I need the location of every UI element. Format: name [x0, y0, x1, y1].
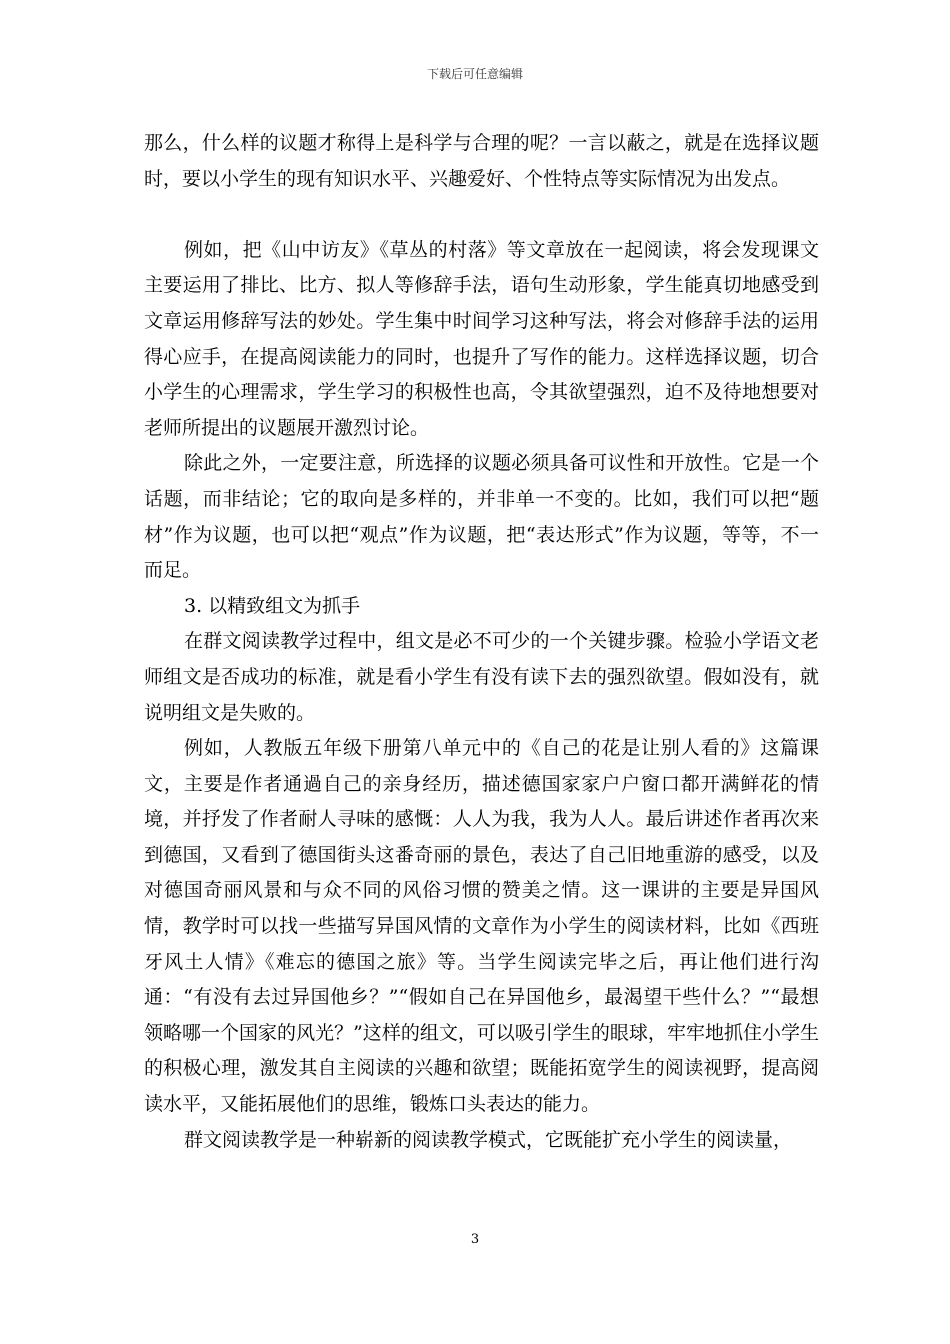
- paragraph: 除此之外，一定要注意，所选择的议题必须具备可议性和开放性。它是一个话题，而非结论；它的取向是多样的，并非单一不变的。比如，我们可以把“题材”作为议题，也可以把“观点”作为议题，把“表达形式”作为议题，等等，不一而足。: [144, 452, 819, 582]
- paragraph: 那么，什么样的议题才称得上是科学与合理的呢？一言以蔽之，就是在选择议题时，要以小学生的现有知识水平、兴趣爱好、个性特点等实际情况为出发点。: [144, 132, 819, 190]
- paragraph: 例如，人教版五年级下册第八单元中的《自己的花是让别人看的》这篇课文，主要是作者通過自己的亲身经历，描述德国家家户户窗口都开满鲜花的情境，并抒发了作者耐人寻味的感慨：人人为我，我为人人。最后讲述作者再次来到德国，又看到了德国街头这番奇丽的景色，表达了自己旧地重游的感受，以及对德国奇丽风景和与众不同的风俗习惯的赞美之情。这一课讲的主要是异国风情，教学时可以找一些描写异国风情的文章作为小学生的阅读材料，比如《西班牙风土人情》《难忘的德国之旅》等。当学生阅读完毕之后，再让他们进行沟通：“有没有去过异国他乡？”“假如自己在异国他乡，最渴望干些什么？”“最想领略哪一个国家的风光？”这样的组文，可以吸引学生的眼球，牢牢地抓住小学生的积极心理，激发其自主阅读的兴趣和欲望；既能拓宽学生的阅读视野，提高阅读水平，又能拓展他们的思维，锻炼口头表达的能力。: [144, 737, 819, 1116]
- section-heading: 3. 以精致组文为抓手: [184, 594, 361, 617]
- page-number: 3: [470, 1232, 480, 1247]
- paragraph: 例如，把《山中访友》《草丛的村落》等文章放在一起阅读，将会发现课文主要运用了排比、比方、拟人等修辞手法，语句生动形象，学生能真切地感受到文章运用修辞写法的妙处。学生集中时间学习这种写法，将会对修辞手法的运用得心应手，在提高阅读能力的同时，也提升了写作的能力。这样选择议题，切合小学生的心理需求，学生学习的积极性也高，令其欲望强烈，迫不及待地想要对老师所提出的议题展开激烈讨论。: [144, 238, 819, 439]
- page-header: 下载后可任意编辑: [426, 67, 523, 81]
- document-body: [144, 126, 819, 1158]
- paragraph: 群文阅读教学是一种崭新的阅读教学模式，它既能扩充小学生的阅读量，: [184, 1128, 793, 1151]
- paragraph: 在群文阅读教学过程中，组文是必不可少的一个关键步骤。检验小学语文老师组文是否成功的标准，就是看小学生有没有读下去的强烈欲望。假如没有，就说明组文是失败的。: [144, 630, 819, 724]
